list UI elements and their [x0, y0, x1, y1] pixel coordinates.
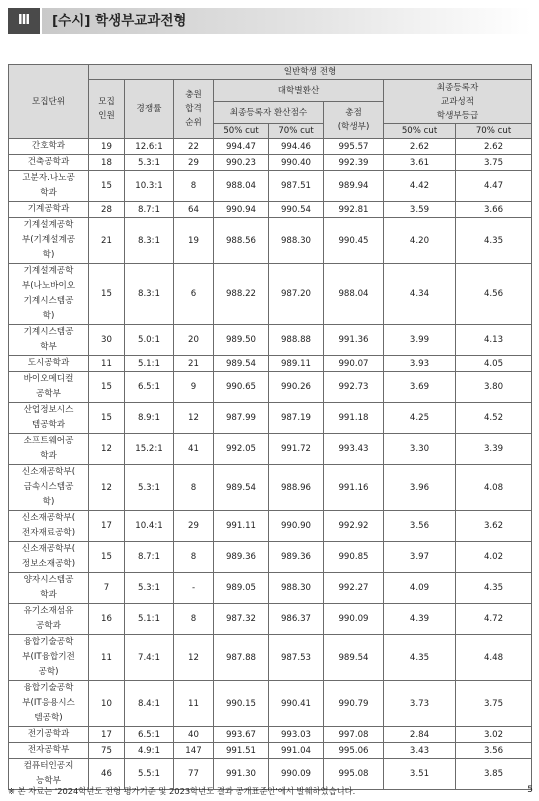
- cell-s70: 988.88: [269, 325, 324, 356]
- cell-total: 989.54: [324, 635, 384, 681]
- cell-s50: 989.54: [214, 356, 269, 372]
- cell-g70: 4.56: [456, 264, 532, 325]
- cell-wait: 9: [174, 372, 214, 403]
- cell-total: 995.06: [324, 743, 384, 759]
- cell-comp: 8.3:1: [125, 264, 174, 325]
- cell-total: 991.36: [324, 325, 384, 356]
- cell-total: 992.73: [324, 372, 384, 403]
- cell-dept: 건축공학과: [9, 155, 89, 171]
- cell-s50: 988.04: [214, 171, 269, 202]
- cell-s70: 987.20: [269, 264, 324, 325]
- cell-dept: 소프트웨어공 학과: [9, 434, 89, 465]
- cell-g50: 3.69: [384, 372, 456, 403]
- cell-total: 992.81: [324, 202, 384, 218]
- cell-s50: 988.56: [214, 218, 269, 264]
- cell-s50: 988.22: [214, 264, 269, 325]
- col-header-grade-cut70: 70% cut: [456, 124, 532, 139]
- cell-comp: 10.3:1: [125, 171, 174, 202]
- cell-s70: 993.03: [269, 727, 324, 743]
- cell-s70: 994.46: [269, 139, 324, 155]
- cell-dept: 산업정보시스 템공학과: [9, 403, 89, 434]
- cell-quota: 15: [89, 264, 125, 325]
- cell-s50: 991.51: [214, 743, 269, 759]
- cell-s50: 990.23: [214, 155, 269, 171]
- cell-quota: 12: [89, 434, 125, 465]
- table-body: [9, 139, 532, 790]
- cell-wait: 41: [174, 434, 214, 465]
- cell-quota: 11: [89, 635, 125, 681]
- cell-g70: 3.66: [456, 202, 532, 218]
- cell-dept: 기계시스템공 학부: [9, 325, 89, 356]
- cell-s50: 991.30: [214, 759, 269, 790]
- cell-wait: 40: [174, 727, 214, 743]
- cell-g70: 2.62: [456, 139, 532, 155]
- cell-dept: 전자공학부: [9, 743, 89, 759]
- cell-s70: 986.37: [269, 604, 324, 635]
- cell-quota: 30: [89, 325, 125, 356]
- cell-total: 991.16: [324, 465, 384, 511]
- cell-comp: 5.3:1: [125, 573, 174, 604]
- cell-s50: 987.99: [214, 403, 269, 434]
- col-header-quota: 모집 인원: [89, 80, 125, 139]
- col-header-grade-cut50: 50% cut: [384, 124, 456, 139]
- cell-total: 990.79: [324, 681, 384, 727]
- cell-s70: 990.09: [269, 759, 324, 790]
- cell-s50: 994.47: [214, 139, 269, 155]
- cell-g50: 3.96: [384, 465, 456, 511]
- cell-g50: 4.25: [384, 403, 456, 434]
- cell-g70: 4.08: [456, 465, 532, 511]
- table-row: [9, 356, 532, 372]
- cell-s70: 988.30: [269, 573, 324, 604]
- cell-g50: 3.56: [384, 511, 456, 542]
- cell-g50: 4.39: [384, 604, 456, 635]
- cell-wait: 29: [174, 511, 214, 542]
- admission-results-table: [8, 64, 532, 790]
- cell-wait: 6: [174, 264, 214, 325]
- cell-g50: 3.93: [384, 356, 456, 372]
- cell-s70: 987.19: [269, 403, 324, 434]
- table-row: [9, 264, 532, 325]
- table-row: [9, 325, 532, 356]
- cell-g70: 3.39: [456, 434, 532, 465]
- cell-wait: 11: [174, 681, 214, 727]
- cell-quota: 17: [89, 511, 125, 542]
- cell-comp: 10.4:1: [125, 511, 174, 542]
- cell-total: 988.04: [324, 264, 384, 325]
- cell-dept: 컴퓨터인공지 능학부: [9, 759, 89, 790]
- cell-s70: 990.41: [269, 681, 324, 727]
- cell-g70: 4.47: [456, 171, 532, 202]
- col-header-competition: 경쟁률: [125, 80, 174, 139]
- cell-dept: 양자시스템공 학과: [9, 573, 89, 604]
- cell-total: 990.85: [324, 542, 384, 573]
- table-row: [9, 727, 532, 743]
- cell-g70: 3.75: [456, 155, 532, 171]
- cell-g50: 3.51: [384, 759, 456, 790]
- cell-quota: 75: [89, 743, 125, 759]
- cell-s50: 989.05: [214, 573, 269, 604]
- table-row: [9, 372, 532, 403]
- cell-g70: 4.35: [456, 573, 532, 604]
- cell-wait: 29: [174, 155, 214, 171]
- cell-comp: 8.4:1: [125, 681, 174, 727]
- cell-s50: 990.15: [214, 681, 269, 727]
- cell-total: 992.92: [324, 511, 384, 542]
- cell-wait: 8: [174, 542, 214, 573]
- cell-g50: 3.73: [384, 681, 456, 727]
- cell-comp: 8.7:1: [125, 202, 174, 218]
- cell-dept: 도시공학과: [9, 356, 89, 372]
- cell-s70: 990.90: [269, 511, 324, 542]
- cell-comp: 5.0:1: [125, 325, 174, 356]
- cell-comp: 8.7:1: [125, 542, 174, 573]
- col-header-cut70: 70% cut: [269, 124, 324, 139]
- cell-g50: 3.99: [384, 325, 456, 356]
- cell-wait: 19: [174, 218, 214, 264]
- cell-quota: 12: [89, 465, 125, 511]
- col-header-total: 총점 (학생부): [324, 102, 384, 139]
- cell-g70: 3.62: [456, 511, 532, 542]
- table-header: [9, 65, 532, 139]
- cell-g50: 4.35: [384, 635, 456, 681]
- cell-quota: 15: [89, 542, 125, 573]
- cell-wait: 64: [174, 202, 214, 218]
- cell-wait: 20: [174, 325, 214, 356]
- col-group-grade: 최종등록자 교과성적 학생부등급: [384, 80, 532, 124]
- cell-total: 997.08: [324, 727, 384, 743]
- cell-total: 990.09: [324, 604, 384, 635]
- cell-s50: 987.88: [214, 635, 269, 681]
- cell-quota: 17: [89, 727, 125, 743]
- table-row: [9, 511, 532, 542]
- cell-wait: 22: [174, 139, 214, 155]
- col-header-cut50: 50% cut: [214, 124, 269, 139]
- cell-dept: 융합기술공학 부(IT응용시스 템공학): [9, 681, 89, 727]
- cell-g70: 3.02: [456, 727, 532, 743]
- cell-s70: 989.11: [269, 356, 324, 372]
- section-title: [수시] 학생부교과전형: [52, 13, 187, 29]
- cell-total: 989.94: [324, 171, 384, 202]
- table-row: [9, 155, 532, 171]
- cell-g50: 2.84: [384, 727, 456, 743]
- cell-s70: 987.53: [269, 635, 324, 681]
- cell-dept: 고분자.나노공 학과: [9, 171, 89, 202]
- cell-total: 990.45: [324, 218, 384, 264]
- cell-quota: 15: [89, 372, 125, 403]
- cell-g50: 4.42: [384, 171, 456, 202]
- cell-dept: 융합기술공학 부(IT융합기전 공학): [9, 635, 89, 681]
- table-row: [9, 218, 532, 264]
- cell-quota: 18: [89, 155, 125, 171]
- section-number-badge: Ⅲ: [8, 8, 40, 34]
- cell-dept: 신소재공학부( 전자재료공학): [9, 511, 89, 542]
- cell-wait: 12: [174, 635, 214, 681]
- cell-total: 991.18: [324, 403, 384, 434]
- col-header-dept: 모집단위: [9, 65, 89, 139]
- cell-wait: 147: [174, 743, 214, 759]
- cell-g70: 4.13: [456, 325, 532, 356]
- cell-g70: 4.72: [456, 604, 532, 635]
- cell-comp: 8.3:1: [125, 218, 174, 264]
- cell-comp: 5.3:1: [125, 155, 174, 171]
- cell-s50: 992.05: [214, 434, 269, 465]
- cell-quota: 21: [89, 218, 125, 264]
- cell-s70: 991.04: [269, 743, 324, 759]
- cell-s70: 991.72: [269, 434, 324, 465]
- cell-quota: 16: [89, 604, 125, 635]
- cell-g50: 3.61: [384, 155, 456, 171]
- cell-comp: 6.5:1: [125, 727, 174, 743]
- table-row: [9, 139, 532, 155]
- cell-g50: 4.34: [384, 264, 456, 325]
- cell-g50: 4.09: [384, 573, 456, 604]
- page-number: 5: [527, 785, 533, 795]
- table-row: [9, 434, 532, 465]
- table-row: [9, 542, 532, 573]
- cell-s70: 988.30: [269, 218, 324, 264]
- cell-wait: 77: [174, 759, 214, 790]
- cell-g70: 3.80: [456, 372, 532, 403]
- cell-comp: 5.1:1: [125, 604, 174, 635]
- cell-comp: 5.5:1: [125, 759, 174, 790]
- cell-s70: 990.26: [269, 372, 324, 403]
- table-row: [9, 743, 532, 759]
- cell-g50: 4.20: [384, 218, 456, 264]
- col-header-waitlist: 충원 합격 순위: [174, 80, 214, 139]
- cell-quota: 15: [89, 403, 125, 434]
- cell-s50: 990.65: [214, 372, 269, 403]
- cell-s50: 989.50: [214, 325, 269, 356]
- cell-dept: 유기소재섬유 공학과: [9, 604, 89, 635]
- cell-g50: 2.62: [384, 139, 456, 155]
- cell-g70: 4.02: [456, 542, 532, 573]
- cell-g50: 3.97: [384, 542, 456, 573]
- col-group-univ: 대학별환산: [214, 80, 384, 102]
- cell-dept: 간호학과: [9, 139, 89, 155]
- cell-g70: 4.52: [456, 403, 532, 434]
- cell-s70: 990.54: [269, 202, 324, 218]
- cell-total: 992.39: [324, 155, 384, 171]
- cell-wait: 8: [174, 465, 214, 511]
- cell-comp: 8.9:1: [125, 403, 174, 434]
- cell-comp: 12.6:1: [125, 139, 174, 155]
- cell-comp: 7.4:1: [125, 635, 174, 681]
- section-header: [8, 8, 531, 34]
- cell-comp: 4.9:1: [125, 743, 174, 759]
- cell-comp: 5.1:1: [125, 356, 174, 372]
- cell-quota: 10: [89, 681, 125, 727]
- cell-dept: 기계설계공학 부(기계설계공 학): [9, 218, 89, 264]
- cell-quota: 15: [89, 171, 125, 202]
- cell-g50: 3.59: [384, 202, 456, 218]
- cell-s70: 990.40: [269, 155, 324, 171]
- cell-s50: 987.32: [214, 604, 269, 635]
- cell-dept: 신소재공학부( 금속시스템공 학): [9, 465, 89, 511]
- cell-s50: 991.11: [214, 511, 269, 542]
- footnote: ※ 본 자료는 '2024학년도 전형 평가기준 및 2023학년도 결과 공개표준안'에서 발췌하였습니다.: [8, 786, 356, 796]
- cell-g50: 3.43: [384, 743, 456, 759]
- cell-dept: 전기공학과: [9, 727, 89, 743]
- cell-wait: 21: [174, 356, 214, 372]
- cell-comp: 5.3:1: [125, 465, 174, 511]
- cell-total: 995.57: [324, 139, 384, 155]
- table-row: [9, 202, 532, 218]
- cell-g70: 3.56: [456, 743, 532, 759]
- cell-dept: 기계공학과: [9, 202, 89, 218]
- cell-s70: 988.96: [269, 465, 324, 511]
- cell-g70: 4.05: [456, 356, 532, 372]
- cell-g70: 4.48: [456, 635, 532, 681]
- col-group-general: 일반학생 전형: [89, 65, 532, 80]
- cell-g70: 4.35: [456, 218, 532, 264]
- cell-quota: 7: [89, 573, 125, 604]
- cell-g50: 3.30: [384, 434, 456, 465]
- cell-dept: 신소재공학부( 정보소재공학): [9, 542, 89, 573]
- cell-dept: 바이오메디컬 공학부: [9, 372, 89, 403]
- cell-s70: 989.36: [269, 542, 324, 573]
- table-row: [9, 635, 532, 681]
- col-group-final-reg: 최종등록자 환산점수: [214, 102, 324, 124]
- cell-quota: 28: [89, 202, 125, 218]
- table-row: [9, 171, 532, 202]
- table-row: [9, 604, 532, 635]
- cell-quota: 19: [89, 139, 125, 155]
- cell-wait: 12: [174, 403, 214, 434]
- cell-total: 995.08: [324, 759, 384, 790]
- cell-total: 992.27: [324, 573, 384, 604]
- cell-wait: 8: [174, 171, 214, 202]
- cell-s70: 987.51: [269, 171, 324, 202]
- cell-quota: 11: [89, 356, 125, 372]
- cell-quota: 46: [89, 759, 125, 790]
- cell-comp: 6.5:1: [125, 372, 174, 403]
- cell-g70: 3.85: [456, 759, 532, 790]
- cell-s50: 993.67: [214, 727, 269, 743]
- cell-dept: 기계설계공학 부(나노바이오 기계시스템공 학): [9, 264, 89, 325]
- cell-wait: -: [174, 573, 214, 604]
- table-row: [9, 465, 532, 511]
- cell-comp: 15.2:1: [125, 434, 174, 465]
- cell-wait: 8: [174, 604, 214, 635]
- cell-s50: 990.94: [214, 202, 269, 218]
- table-row: [9, 573, 532, 604]
- cell-s50: 989.54: [214, 465, 269, 511]
- cell-s50: 989.36: [214, 542, 269, 573]
- cell-g70: 3.75: [456, 681, 532, 727]
- table-row: [9, 403, 532, 434]
- cell-total: 990.07: [324, 356, 384, 372]
- cell-total: 993.43: [324, 434, 384, 465]
- table-row: [9, 681, 532, 727]
